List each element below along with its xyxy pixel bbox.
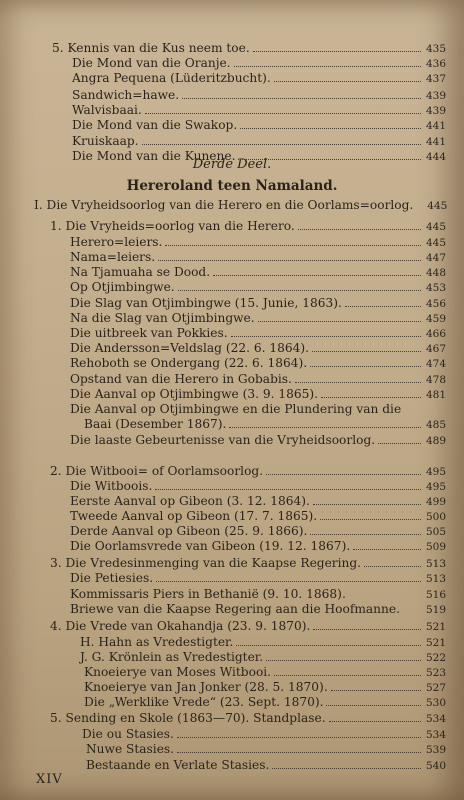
- leader-dots: [353, 539, 421, 550]
- leader-dots: [320, 509, 421, 520]
- toc-entry: [70, 401, 446, 417]
- leader-dots: [349, 587, 421, 598]
- toc-entry: [70, 295, 446, 311]
- toc-page-number: 444: [425, 151, 446, 163]
- leader-dots: [258, 311, 421, 322]
- toc-entry: [70, 264, 446, 280]
- toc-entry: [50, 618, 446, 634]
- toc-entry-title: 1. Die Vryheids=oorlog van die Herero.: [50, 219, 295, 233]
- toc-entry: [70, 508, 446, 524]
- toc-entry-title: Eerste Aanval op Gibeon (3. 12. 1864).: [70, 494, 310, 508]
- toc-entry-title: Die Mond van die Swakop.: [72, 118, 238, 132]
- toc-entry-title: Bestaande en Verlate Stasies.: [86, 758, 270, 772]
- toc-page-number: 534: [425, 713, 446, 725]
- toc-entry: [72, 117, 446, 133]
- toc-page-number: 445: [425, 221, 446, 233]
- leader-dots: [345, 296, 421, 307]
- toc-entry: [70, 570, 446, 586]
- toc-page-number: 521: [425, 621, 446, 633]
- leader-dots: [313, 494, 421, 505]
- leader-dots: [231, 326, 421, 337]
- toc-entry: [70, 478, 446, 494]
- toc-entry-title: Sandwich=hawe.: [72, 88, 180, 102]
- leader-dots: [236, 635, 421, 646]
- leader-dots: [253, 41, 421, 52]
- leader-dots: [240, 118, 421, 129]
- toc-entry: [52, 40, 446, 56]
- toc-page-number: 467: [425, 343, 446, 355]
- toc-entry-title: Die Mond van die Oranje.: [72, 56, 231, 70]
- toc-page-number: 437: [425, 73, 446, 85]
- toc-entry-title: Herero=leiers.: [70, 235, 163, 249]
- leader-dots: [272, 758, 421, 769]
- toc-page-number: 478: [425, 374, 446, 386]
- toc-entry-title: Die Aanval op Otjimbingwe (3. 9. 1865).: [70, 387, 319, 401]
- toc-entry: [50, 218, 446, 234]
- leader-dots: [321, 387, 421, 398]
- toc-entry-title: Na Tjamuaha se Dood.: [70, 265, 211, 279]
- toc-entry-title: Derde Aanval op Gibeon (25. 9. 1866).: [70, 524, 308, 538]
- leader-dots: [310, 356, 421, 367]
- leader-dots: [326, 695, 421, 706]
- toc-page-number: 509: [425, 541, 446, 553]
- toc-entry: [70, 523, 446, 539]
- toc-page-number: 513: [425, 558, 446, 570]
- toc-entry: [70, 586, 446, 602]
- toc-entry-title: J. G. Krönlein as Vredestigter.: [80, 650, 264, 664]
- toc-page-number: 439: [425, 105, 446, 117]
- leader-dots: [177, 727, 421, 738]
- toc-page-number: 441: [425, 120, 446, 132]
- toc-entry-title: Kommissaris Piers in Bethanië (9. 10. 1868).: [70, 587, 346, 601]
- toc-page-number: 435: [425, 43, 446, 55]
- toc-entry-title: 4. Die Vrede van Okahandja (23. 9. 1870).: [50, 619, 311, 633]
- leader-dots: [213, 265, 421, 276]
- toc-page-number: 534: [425, 729, 446, 741]
- toc-entry-title: H. Hahn as Vredestigter.: [80, 635, 234, 649]
- toc-entry-title: 2. Die Witbooi= of Oorlamsoorlog.: [50, 464, 264, 478]
- leader-dots: [234, 56, 421, 67]
- leader-dots: [313, 619, 421, 630]
- leader-dots: [312, 341, 421, 352]
- toc-entry-title: 5. Sending en Skole (1863—70). Standplase.: [50, 711, 326, 725]
- toc-entry: [70, 234, 446, 250]
- toc-entry: [84, 694, 446, 710]
- toc-entry-title: Na die Slag van Otjimbingwe.: [70, 311, 255, 325]
- leader-dots: [403, 602, 421, 613]
- toc-entry: [70, 601, 446, 617]
- toc-entry: [70, 432, 446, 448]
- toc-page-number: 505: [425, 526, 446, 538]
- leader-dots: [238, 149, 421, 160]
- leader-dots: [158, 250, 421, 261]
- toc-entry-title: Die „Werklike Vrede“ (23. Sept. 1870).: [84, 695, 324, 709]
- toc-entry: [70, 355, 446, 371]
- toc-page-number: 439: [425, 90, 446, 102]
- toc-entry: [72, 102, 446, 118]
- toc-entry-title: Nuwe Stasies.: [86, 742, 175, 756]
- toc-entry-title: Die Aanval op Otjimbingwe en die Plundering van die: [70, 402, 402, 416]
- toc-entry: [86, 741, 446, 757]
- leader-dots: [274, 665, 421, 676]
- toc-entry-title: Opstand van die Herero in Gobabis.: [70, 372, 292, 386]
- toc-page-number: 474: [425, 358, 446, 370]
- leader-dots: [364, 556, 421, 567]
- toc-page-number: 456: [425, 298, 446, 310]
- toc-entry-title: Briewe van die Kaapse Regering aan die Hoofmanne.: [70, 602, 400, 616]
- toc-entry: [72, 148, 446, 164]
- toc-entry: [70, 538, 446, 554]
- leader-dots: [145, 103, 421, 114]
- toc-page-number: 466: [425, 328, 446, 340]
- toc-entry: [84, 679, 446, 695]
- part-label: Derde Deel.: [192, 157, 272, 172]
- leader-dots: [182, 88, 421, 99]
- toc-entry: [50, 555, 446, 571]
- toc-entry-title: Die Oorlamsvrede van Gibeon (19. 12. 1867).: [70, 539, 351, 553]
- leader-dots: [378, 433, 421, 444]
- leader-dots: [329, 711, 421, 722]
- toc-entry-title: Tweede Aanval op Gibeon (17. 7. 1865).: [70, 509, 318, 523]
- toc-entry: [80, 634, 446, 650]
- toc-page-number: 516: [425, 589, 446, 601]
- toc-entry: [72, 133, 446, 149]
- toc-page-number: 459: [425, 313, 446, 325]
- toc-page-number: 522: [425, 652, 446, 664]
- toc-entry: [80, 649, 446, 665]
- toc-entry-title: Die Mond van die Kunene.: [72, 149, 236, 163]
- toc-page-number: 530: [425, 697, 446, 709]
- leader-dots: [274, 71, 421, 82]
- toc-entry-title: Nama=leiers.: [70, 250, 156, 264]
- leader-dots: [177, 742, 421, 753]
- toc-entry: [70, 340, 446, 356]
- leader-dots: [165, 235, 421, 246]
- leader-dots: [266, 650, 421, 661]
- toc-page-number: 481: [425, 389, 446, 401]
- toc-page-number: 447: [425, 252, 446, 264]
- toc-page-number: 500: [425, 511, 446, 523]
- toc-entry-title: Angra Pequena (Lüderitzbucht).: [72, 71, 271, 85]
- leader-dots: [295, 372, 421, 383]
- leader-dots: [142, 134, 421, 145]
- toc-entry: [84, 416, 446, 432]
- toc-page-number: 445: [427, 200, 448, 212]
- toc-page-number: 453: [425, 282, 446, 294]
- toc-entry-title: I. Die Vryheidsoorlog van die Herero en die Oorlams=oorlog.: [34, 198, 414, 212]
- toc-page-number: 495: [425, 466, 446, 478]
- toc-entry: [50, 463, 446, 479]
- toc-entry: [86, 757, 446, 773]
- toc-entry-title: Die uitbreek van Pokkies.: [70, 326, 228, 340]
- toc-page-number: 485: [425, 419, 446, 431]
- toc-page-number: 539: [425, 744, 446, 756]
- leader-dots: [156, 571, 421, 582]
- toc-page-number: 521: [425, 637, 446, 649]
- toc-entry-title: Rehoboth se Ondergang (22. 6. 1864).: [70, 356, 308, 370]
- toc-entry: [50, 710, 446, 726]
- toc-entry: [70, 310, 446, 326]
- toc-entry: [70, 325, 446, 341]
- toc-page-number: 540: [425, 760, 446, 772]
- toc-entry-title: 5. Kennis van die Kus neem toe.: [52, 41, 250, 55]
- toc-entry: [84, 664, 446, 680]
- toc-page-number: 448: [425, 267, 446, 279]
- toc-page-number: 445: [425, 237, 446, 249]
- leader-dots: [229, 417, 421, 428]
- toc-page-number: 523: [425, 667, 446, 679]
- toc-entry-title: 3. Die Vredesinmenging van die Kaapse Regering.: [50, 556, 362, 570]
- leader-dots: [416, 198, 422, 209]
- page-folio: XIV: [36, 772, 63, 787]
- toc-entry-title: Kruiskaap.: [72, 134, 139, 148]
- toc-entry-title: Op Otjimbingwe.: [70, 280, 175, 294]
- toc-page-number: 441: [425, 136, 446, 148]
- toc-entry: [70, 493, 446, 509]
- toc-page-number: 513: [425, 573, 446, 585]
- toc-page-number: 527: [425, 682, 446, 694]
- toc-entry-title: Knoeierye van Moses Witbooi.: [84, 665, 272, 679]
- toc-entry: [34, 197, 446, 213]
- toc-entry: [72, 87, 446, 103]
- toc-entry-title: Knoeierye van Jan Jonker (28. 5. 1870).: [84, 680, 328, 694]
- leader-dots: [298, 219, 421, 230]
- toc-page-number: 489: [425, 435, 446, 447]
- toc-entry-title: Die Petiesies.: [70, 571, 154, 585]
- toc-entry-title: Walvisbaai.: [72, 103, 142, 117]
- toc-entry: [70, 386, 446, 402]
- toc-entry-title: Die Witboois.: [70, 479, 153, 493]
- toc-entry-title: Baai (Desember 1867).: [84, 417, 227, 431]
- toc-entry-title: Die Andersson=Veldslag (22. 6. 1864).: [70, 341, 310, 355]
- leader-dots: [310, 524, 421, 535]
- leader-dots: [155, 479, 421, 490]
- leader-dots: [266, 464, 421, 475]
- leader-dots: [404, 402, 421, 413]
- toc-entry: [72, 70, 446, 86]
- toc-page-number: 495: [425, 481, 446, 493]
- toc-entry: [72, 55, 446, 71]
- toc-entry-title: Die ou Stasies.: [82, 727, 174, 741]
- toc-entry: [70, 279, 446, 295]
- toc-entry: [70, 371, 446, 387]
- part-title: Hereroland teen Namaland.: [126, 178, 338, 194]
- toc-page-number: 519: [425, 604, 446, 616]
- leader-dots: [178, 280, 421, 291]
- toc-entry-title: Die Slag van Otjimbingwe (15. Junie, 1863).: [70, 296, 342, 310]
- toc-entry: [70, 249, 446, 265]
- leader-dots: [331, 680, 421, 691]
- toc-page-number: 436: [425, 58, 446, 70]
- toc-page-number: 499: [425, 496, 446, 508]
- toc-entry: [82, 726, 446, 742]
- toc-entry-title: Die laaste Gebeurtenisse van die Vryheidsoorlog.: [70, 433, 376, 447]
